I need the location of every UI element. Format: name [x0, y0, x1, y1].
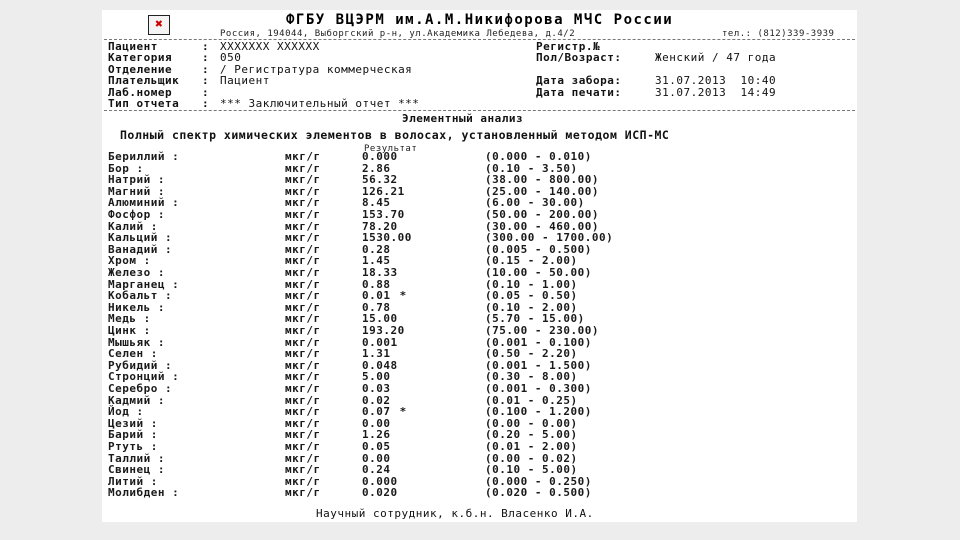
- element-row: [102, 244, 857, 256]
- element-value: 0.24: [362, 463, 391, 477]
- element-row: [102, 174, 857, 186]
- patient-field-label: Лаб.номер: [108, 85, 173, 99]
- element-name: Ванадий :: [108, 242, 173, 256]
- element-row: [102, 209, 857, 221]
- element-row: [102, 383, 857, 395]
- element-name: Бериллий :: [108, 150, 180, 163]
- element-reference-range: (6.00 - 30.00): [485, 196, 585, 210]
- element-reference-range: (0.01 - 2.00): [485, 440, 578, 453]
- element-unit: мкг/г: [285, 428, 321, 442]
- phone-line: тел.: (812)339-3939: [722, 29, 835, 39]
- element-row: [102, 406, 857, 418]
- element-unit: мкг/г: [285, 289, 321, 303]
- element-value: 0.88: [362, 277, 391, 291]
- element-reference-range: (0.00 - 0.00): [485, 416, 578, 430]
- element-value: 0.00: [362, 416, 391, 430]
- element-row: [102, 186, 857, 198]
- element-value: 1.26: [362, 428, 391, 442]
- element-name: Таллий :: [108, 451, 165, 465]
- element-value: 0.048: [362, 358, 398, 372]
- element-value: 0.00: [362, 451, 391, 465]
- element-unit: мкг/г: [285, 416, 321, 430]
- element-row: [102, 429, 857, 441]
- element-row: [102, 395, 857, 407]
- element-reference-range: (0.50 - 2.20): [485, 347, 578, 361]
- element-name: Фосфор :: [108, 208, 165, 221]
- element-unit: мкг/г: [285, 173, 321, 187]
- element-name: Цинк :: [108, 324, 151, 337]
- element-row: [102, 279, 857, 291]
- element-row: [102, 487, 857, 499]
- element-row: [102, 453, 857, 465]
- element-name: Ртуть :: [108, 440, 158, 453]
- element-reference-range: (75.00 - 230.00): [485, 324, 599, 337]
- element-reference-range: (0.001 - 0.100): [485, 335, 592, 349]
- colon-separator: :: [202, 97, 210, 110]
- stop-sign-icon: ✖: [148, 15, 170, 35]
- colon-separator: :: [202, 62, 210, 76]
- element-unit: мкг/г: [285, 324, 321, 337]
- element-value: 1.31: [362, 347, 391, 361]
- element-unit: мкг/г: [285, 242, 321, 256]
- element-name: Мышьяк :: [108, 335, 165, 349]
- colon-separator: :: [202, 85, 210, 99]
- element-unit: мкг/г: [285, 335, 321, 349]
- element-unit: мкг/г: [285, 300, 321, 314]
- element-name: Йод :: [108, 405, 144, 419]
- patient-right-value: 31.07.2013 14:49: [655, 85, 777, 99]
- element-row: [102, 360, 857, 372]
- element-reference-range: (0.30 - 8.00): [485, 370, 578, 384]
- element-reference-range: (0.001 - 0.300): [485, 382, 592, 395]
- element-name: Медь :: [108, 312, 151, 326]
- element-reference-range: (0.01 - 0.25): [485, 393, 578, 407]
- element-value: 0.020: [362, 486, 398, 500]
- element-reference-range: (38.00 - 800.00): [485, 173, 599, 187]
- element-row: [102, 371, 857, 383]
- element-unit: мкг/г: [285, 161, 321, 175]
- element-reference-range: (30.00 - 460.00): [485, 219, 599, 233]
- patient-right-label: Пол/Возраст:: [536, 51, 622, 65]
- element-value: 78.20: [362, 219, 398, 233]
- element-reference-range: (0.000 - 0.010): [485, 150, 592, 163]
- element-value: 0.28: [362, 242, 391, 256]
- element-value: 5.00: [362, 370, 391, 384]
- element-unit: мкг/г: [285, 393, 321, 407]
- section-title: Элементный анализ: [402, 112, 524, 125]
- element-unit: мкг/г: [285, 405, 321, 419]
- element-row: [102, 232, 857, 244]
- element-name: Бор :: [108, 161, 144, 175]
- element-row: [102, 163, 857, 175]
- element-name: Кальций :: [108, 231, 173, 245]
- element-unit: мкг/г: [285, 358, 321, 372]
- element-reference-range: (0.00 - 0.02): [485, 451, 578, 465]
- element-reference-range: (0.100 - 1.200): [485, 405, 592, 419]
- element-row: [102, 151, 857, 163]
- element-unit: мкг/г: [285, 347, 321, 361]
- element-row: [102, 197, 857, 209]
- element-row: [102, 325, 857, 337]
- colon-separator: :: [202, 40, 210, 53]
- element-value: 56.32: [362, 173, 398, 187]
- element-reference-range: (0.020 - 0.500): [485, 486, 592, 500]
- element-unit: мкг/г: [285, 486, 321, 500]
- element-name: Барий :: [108, 428, 158, 442]
- patient-right-label: Регистр.№: [536, 40, 601, 53]
- patient-field-value: Пациент: [220, 74, 270, 88]
- element-unit: мкг/г: [285, 254, 321, 268]
- element-unit: мкг/г: [285, 150, 321, 163]
- element-name: Цезий :: [108, 416, 158, 430]
- element-value: 0.78: [362, 300, 391, 314]
- patient-right-label: Дата забора:: [536, 74, 622, 88]
- element-reference-range: (0.15 - 2.00): [485, 254, 578, 268]
- colon-separator: :: [202, 51, 210, 65]
- element-reference-range: (0.005 - 0.500): [485, 242, 592, 256]
- element-value: 0.05: [362, 440, 391, 453]
- element-reference-range: (25.00 - 140.00): [485, 184, 599, 198]
- element-row: [102, 255, 857, 267]
- element-value: 2.86: [362, 161, 391, 175]
- element-name: Стронций :: [108, 370, 180, 384]
- element-name: Литий :: [108, 474, 158, 488]
- patient-field-value: / Регистратура коммерческая: [220, 62, 413, 76]
- patient-field-label: Плательщик: [108, 74, 180, 88]
- element-value: 18.33: [362, 266, 398, 279]
- patient-field-label: Отделение: [108, 62, 173, 76]
- element-reference-range: (0.20 - 5.00): [485, 428, 578, 442]
- element-reference-range: (0.001 - 1.500): [485, 358, 592, 372]
- element-name: Селен :: [108, 347, 158, 361]
- element-name: Марганец :: [108, 277, 180, 291]
- out-of-range-flag: *: [399, 289, 407, 303]
- element-reference-range: (300.00 - 1700.00): [485, 231, 614, 245]
- element-row: [102, 290, 857, 302]
- element-row: [102, 313, 857, 325]
- element-value: 0.001: [362, 335, 398, 349]
- patient-right-label: Дата печати:: [536, 85, 622, 99]
- element-value: 0.03: [362, 382, 391, 395]
- element-row: [102, 302, 857, 314]
- element-name: Алюминий :: [108, 196, 180, 210]
- element-unit: мкг/г: [285, 440, 321, 453]
- element-reference-range: (0.000 - 0.250): [485, 474, 592, 488]
- element-row: [102, 464, 857, 476]
- patient-right-value: 31.07.2013 10:40: [655, 74, 777, 88]
- element-name: Свинец :: [108, 463, 165, 477]
- header-divider: [104, 39, 855, 40]
- element-name: Железо :: [108, 266, 165, 279]
- signature-line: Научный сотрудник, к.б.н. Власенко И.А.: [316, 507, 594, 520]
- address-line: Россия, 194044, Выборгский р-н, ул.Академика Лебедева, д.4/2: [220, 29, 576, 39]
- patient-field-value: *** Заключительный отчет ***: [220, 97, 420, 110]
- patient-field-label: Категория: [108, 51, 173, 65]
- element-name: Калий :: [108, 219, 158, 233]
- patient-field-label: Тип отчета: [108, 97, 180, 110]
- element-reference-range: (0.05 - 0.50): [485, 289, 578, 303]
- element-value: 8.45: [362, 196, 391, 210]
- element-value: 0.000: [362, 150, 398, 163]
- element-name: Натрий :: [108, 173, 165, 187]
- element-unit: мкг/г: [285, 208, 321, 221]
- element-name: Никель :: [108, 300, 165, 314]
- out-of-range-flag: *: [399, 405, 407, 419]
- element-name: Молибден :: [108, 486, 180, 500]
- element-reference-range: (50.00 - 200.00): [485, 208, 599, 221]
- element-row: [102, 476, 857, 488]
- element-name: Кобальт :: [108, 289, 173, 303]
- element-row: [102, 441, 857, 453]
- element-value: 153.70: [362, 208, 405, 221]
- element-reference-range: (0.10 - 3.50): [485, 161, 578, 175]
- patient-field-value: 050: [220, 51, 242, 65]
- element-name: Серебро :: [108, 382, 173, 395]
- element-row: [102, 221, 857, 233]
- patient-field-label: Пациент: [108, 40, 158, 53]
- result-column-header: Результат: [364, 144, 418, 154]
- element-name: Рубидий :: [108, 358, 173, 372]
- element-unit: мкг/г: [285, 463, 321, 477]
- lab-report-page: [102, 10, 857, 522]
- element-name: Магний :: [108, 184, 165, 198]
- element-unit: мкг/г: [285, 451, 321, 465]
- colon-separator: :: [202, 74, 210, 88]
- patient-right-value: Женский / 47 года: [655, 51, 777, 65]
- element-name: Хром :: [108, 254, 151, 268]
- element-unit: мкг/г: [285, 370, 321, 384]
- element-value: 1.45: [362, 254, 391, 268]
- analysis-title: Полный спектр химических элементов в волосах, установленный методом ИСП-МС: [120, 128, 670, 142]
- element-value: 0.000: [362, 474, 398, 488]
- element-value: 0.01: [362, 289, 391, 303]
- element-reference-range: (0.10 - 1.00): [485, 277, 578, 291]
- element-value: 0.02: [362, 393, 391, 407]
- element-name: Кадмий :: [108, 393, 165, 407]
- element-row: [102, 337, 857, 349]
- element-reference-range: (0.10 - 5.00): [485, 463, 578, 477]
- info-divider: [104, 110, 855, 111]
- element-row: [102, 348, 857, 360]
- element-unit: мкг/г: [285, 219, 321, 233]
- element-unit: мкг/г: [285, 382, 321, 395]
- element-value: 193.20: [362, 324, 405, 337]
- report-title: ФГБУ ВЦЭРМ им.А.М.Никифорова МЧС России: [286, 12, 674, 28]
- element-row: [102, 267, 857, 279]
- element-unit: мкг/г: [285, 231, 321, 245]
- patient-field-value: XXXXXXX XXXXXX: [220, 40, 320, 53]
- element-reference-range: (0.10 - 2.00): [485, 300, 578, 314]
- element-row: [102, 418, 857, 430]
- element-unit: мкг/г: [285, 277, 321, 291]
- element-unit: мкг/г: [285, 266, 321, 279]
- element-value: 126.21: [362, 184, 405, 198]
- element-unit: мкг/г: [285, 312, 321, 326]
- element-unit: мкг/г: [285, 196, 321, 210]
- element-value: 15.00: [362, 312, 398, 326]
- element-value: 1530.00: [362, 231, 412, 245]
- element-unit: мкг/г: [285, 184, 321, 198]
- element-unit: мкг/г: [285, 474, 321, 488]
- element-value: 0.07: [362, 405, 391, 419]
- element-reference-range: (5.70 - 15.00): [485, 312, 585, 326]
- element-reference-range: (10.00 - 50.00): [485, 266, 592, 279]
